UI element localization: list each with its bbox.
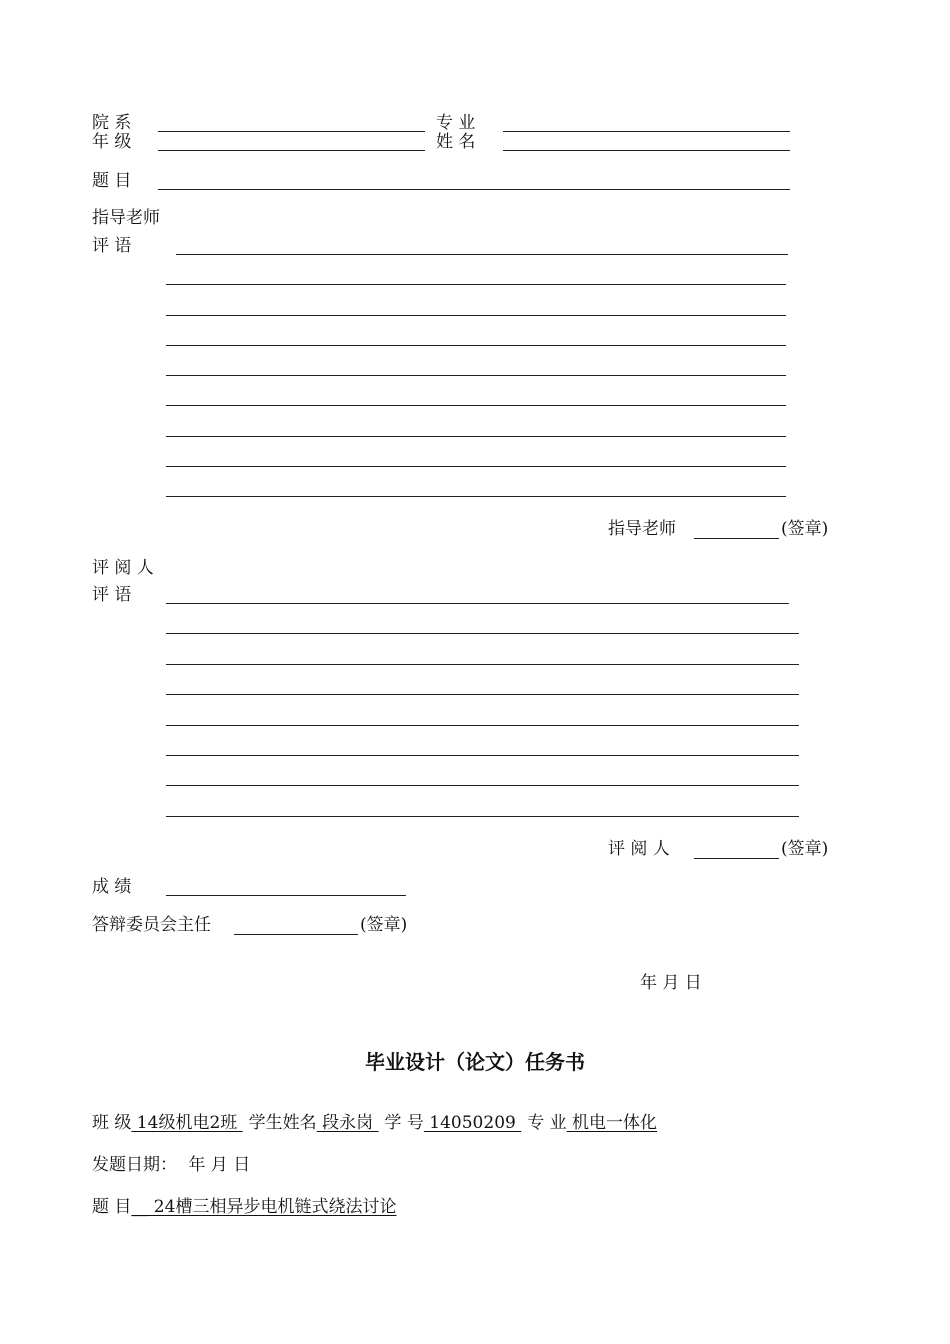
reviewer-comment-line[interactable]: [166, 816, 799, 817]
reviewer-comment-line[interactable]: [166, 664, 799, 665]
task-title: 毕业设计（论文）任务书: [365, 1050, 585, 1074]
major-label: 专 业: [436, 113, 476, 133]
advisor-label: 指导老师: [92, 208, 160, 228]
advisor-seal-text: (签章): [781, 519, 829, 539]
reviewer-comment-line[interactable]: [166, 694, 799, 695]
reviewer-sign-label: 评 阅 人: [608, 839, 670, 859]
reviewer-label: 评 阅 人: [92, 558, 154, 578]
id-label: 学 号: [384, 1113, 424, 1133]
topic-label: 题 目: [92, 171, 132, 191]
task-info-row: [92, 1115, 657, 1132]
committee-sign-field[interactable]: [234, 934, 358, 935]
reviewer-comment-label: 评 语: [92, 585, 132, 605]
advisor-comment-label: 评 语: [92, 236, 132, 256]
id-value: 14050209: [423, 1113, 522, 1133]
reviewer-comment-line[interactable]: [166, 725, 799, 726]
task-major-value: 机电一体化: [566, 1113, 658, 1133]
major-field[interactable]: [503, 131, 790, 132]
issue-date-value: 年 月 日: [188, 1155, 251, 1175]
department-label: 院 系: [92, 113, 132, 133]
student-label: 学生姓名: [248, 1113, 317, 1133]
reviewer-comment-line[interactable]: [166, 603, 789, 604]
issue-date-label: 发题日期：: [92, 1155, 177, 1175]
task-topic-label: 题 目: [92, 1197, 132, 1217]
name-label: 姓 名: [436, 132, 476, 152]
student-value: 段永岗: [316, 1113, 379, 1133]
advisor-sign-field[interactable]: [694, 538, 779, 539]
date-line: 年 月 日: [640, 973, 702, 993]
reviewer-comment-line[interactable]: [166, 755, 799, 756]
class-label: 班 级: [92, 1113, 132, 1133]
reviewer-comment-line[interactable]: [166, 633, 799, 634]
advisor-comment-line[interactable]: [166, 375, 786, 376]
advisor-comment-line[interactable]: [166, 466, 786, 467]
department-field[interactable]: [158, 131, 425, 132]
advisor-comment-line[interactable]: [166, 284, 786, 285]
committee-label: 答辩委员会主任: [92, 915, 211, 935]
grade-field[interactable]: [158, 150, 425, 151]
advisor-comment-line[interactable]: [166, 405, 786, 406]
score-field[interactable]: [166, 895, 406, 896]
advisor-comment-line[interactable]: [166, 436, 786, 437]
advisor-comment-line[interactable]: [166, 345, 786, 346]
grade-label: 年 级: [92, 132, 132, 152]
reviewer-sign-field[interactable]: [694, 858, 779, 859]
advisor-comment-line[interactable]: [166, 496, 786, 497]
advisor-sign-label: 指导老师: [608, 519, 676, 539]
issue-date-row: [92, 1157, 250, 1174]
task-topic-value: __ 24槽三相异步电机链式绕法讨论: [131, 1197, 397, 1217]
name-field[interactable]: [503, 150, 790, 151]
advisor-comment-line[interactable]: [176, 254, 788, 255]
task-major-label: 专 业: [527, 1113, 567, 1133]
topic-field[interactable]: [158, 189, 790, 190]
reviewer-comment-line[interactable]: [166, 785, 799, 786]
score-label: 成 绩: [92, 877, 132, 897]
committee-seal-text: (签章): [360, 915, 408, 935]
reviewer-seal-text: (签章): [781, 839, 829, 859]
class-value: 14级机电2班: [131, 1113, 243, 1133]
task-topic-row: [92, 1199, 396, 1216]
advisor-comment-line[interactable]: [166, 315, 786, 316]
